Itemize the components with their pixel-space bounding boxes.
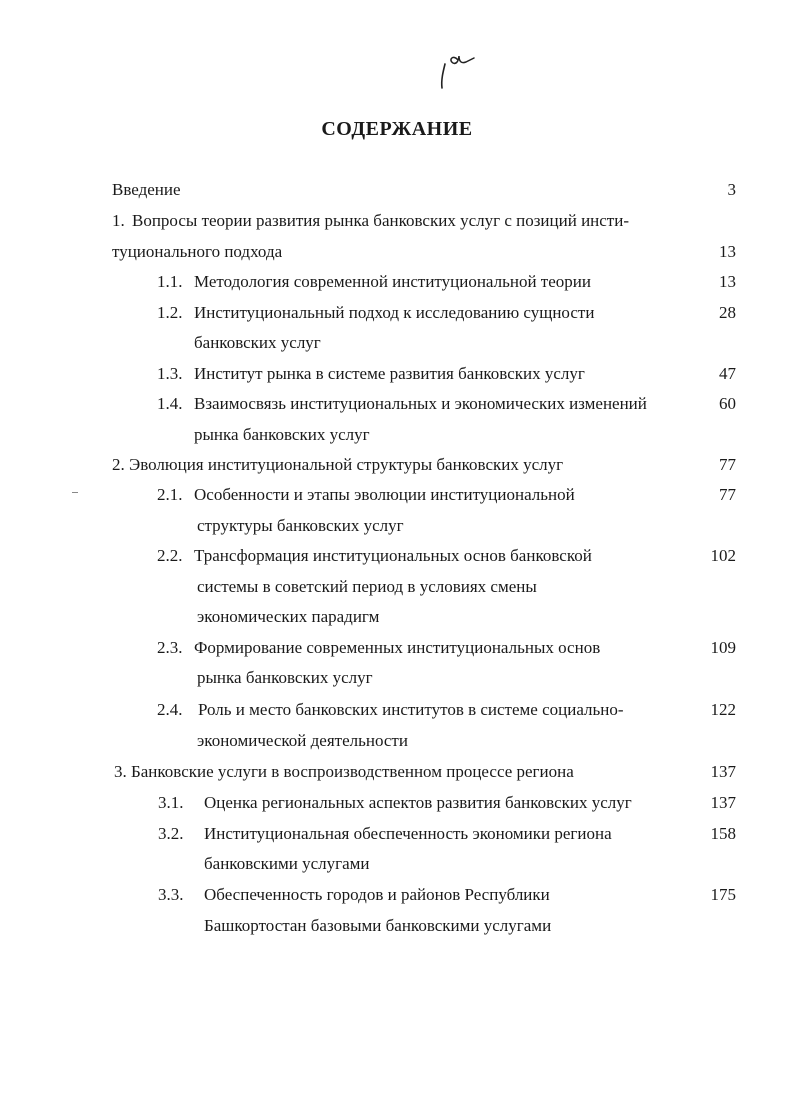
toc-section-title-cont: экономической деятельности [197, 731, 408, 750]
toc-section-title: Методология современной институциональной теории [194, 272, 591, 291]
toc-ch3-label: 3. Банковские услуги в воспроизводственном процессе региона [114, 762, 574, 781]
toc-section-number: 3.3. [158, 885, 184, 904]
toc-section-title: Трансформация институциональных основ банковской [194, 546, 592, 565]
toc-section-number: 1.2. [157, 303, 183, 322]
toc-section-title: Институциональный подход к исследованию сущности [194, 303, 595, 322]
toc-ch2-label: 2. Эволюция институциональной структуры банковских услуг [112, 455, 564, 474]
toc-section-page: 47 [719, 364, 736, 383]
toc-section-title-cont: рынка банковских услуг [197, 668, 373, 687]
toc-section-page: 109 [710, 638, 736, 657]
toc-section-number: 3.1. [158, 793, 184, 812]
toc-section-page: 137 [710, 793, 736, 812]
toc-section-page: 13 [719, 272, 736, 291]
toc-section-title-cont: структуры банковских услуг [197, 516, 404, 535]
toc-ch1-line2: туционального подхода [112, 242, 283, 261]
toc-section-page: 102 [710, 546, 736, 565]
toc-ch1-number: 1. [112, 211, 125, 230]
toc-section-title-cont: банковскими услугами [204, 854, 370, 873]
toc-section-page: 122 [710, 700, 736, 719]
toc-ch1-page: 13 [719, 242, 736, 261]
toc-intro-label: Введение [112, 180, 181, 199]
toc-section-number: 2.1. [157, 485, 183, 504]
toc-section-title: Роль и место банковских институтов в системе социально- [198, 700, 624, 719]
toc-section-page: 28 [719, 303, 736, 322]
toc-section-number: 1.4. [157, 394, 183, 413]
toc-section-number: 2.4. [157, 700, 183, 719]
toc-ch3-page: 137 [710, 762, 736, 781]
toc-section-title: Взаимосвязь институциональных и экономических изменений [194, 394, 647, 413]
toc-section-page: 158 [710, 824, 736, 843]
toc-section-number: 1.3. [157, 364, 183, 383]
toc-section-page: 77 [719, 485, 736, 504]
toc-section-title-cont: Башкортостан базовыми банковскими услугами [204, 916, 552, 935]
toc-section-title-cont: системы в советский период в условиях смены [197, 577, 537, 596]
toc-section-page: 175 [710, 885, 736, 904]
toc-intro-page: 3 [727, 180, 736, 199]
toc-section-title: Институциональная обеспеченность экономики региона [204, 824, 612, 843]
toc-section-title: Институт рынка в системе развития банковских услуг [194, 364, 585, 383]
toc-section-title: Особенности и этапы эволюции институциональной [194, 485, 575, 504]
toc-section-number: 2.3. [157, 638, 183, 657]
page-title: СОДЕРЖАНИЕ [321, 118, 473, 140]
toc-section-title-cont: рынка банковских услуг [194, 425, 370, 444]
toc-section-title-cont: экономических парадигм [197, 607, 380, 626]
toc-section-number: 2.2. [157, 546, 183, 565]
toc-section-number: 3.2. [158, 824, 184, 843]
toc-section-number: 1.1. [157, 272, 183, 291]
toc-section-title: Обеспеченность городов и районов Республики [204, 885, 550, 904]
toc-ch2-page: 77 [719, 455, 736, 474]
toc-ch1-line1: Вопросы теории развития рынка банковских услуг с позиций инсти- [132, 211, 629, 230]
toc-section-title: Оценка региональных аспектов развития банковских услуг [204, 793, 632, 812]
toc-section-title: Формирование современных институциональных основ [194, 638, 601, 657]
toc-section-title-cont: банковских услуг [194, 333, 321, 352]
toc-section-page: 60 [719, 394, 736, 413]
